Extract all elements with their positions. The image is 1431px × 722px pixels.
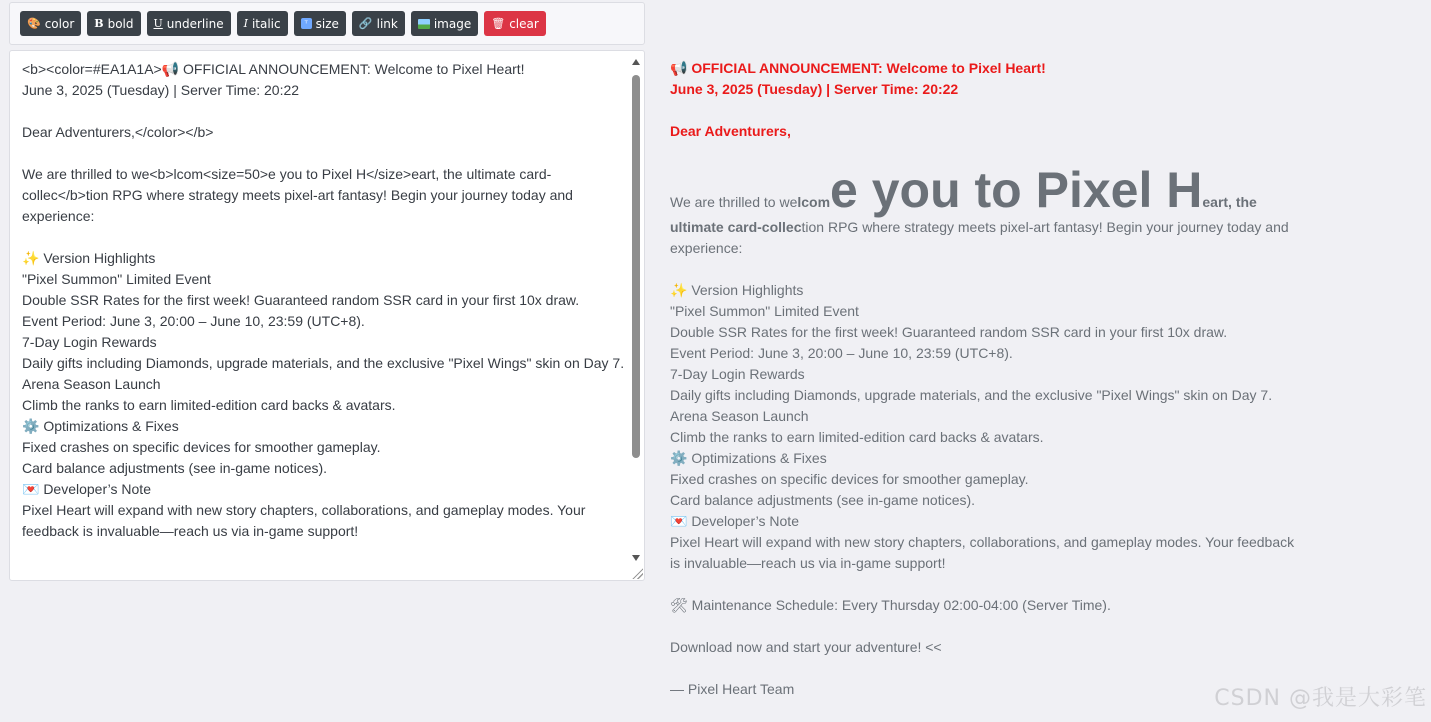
color-button[interactable] [20, 11, 81, 36]
palette-icon: 🎨 [27, 17, 41, 30]
preview-line: ⚙️ Optimizations & Fixes [670, 450, 827, 466]
bold-icon: B [94, 17, 104, 30]
editor-textarea[interactable]: <b><color=#EA1A1A>📢 OFFICIAL ANNOUNCEMENT: Welcome to Pixel Heart! June 3, 2025 (Tuesday) | Server Time: 20:22 Dear Adventurers,</color></b> We are thrilled to we<b>lcom<size=50>e you to Pixel H</size>eart, the ultimate card-collec</b>tion RPG where strategy meets pixel-art fantasy! Begin your journey today and experience: ✨ Version Highlights "Pixel Summon" Limited Event Double SSR Rates for the first week! Guaranteed random SSR card in your first 10x draw. Event Period: June 3, 20:00 – June 10, 23:59 (UTC+8). 7-Day Login Rewards Daily gifts including Diamonds, upgrade materials, and the exclusive "Pixel Wings" skin on Day 7. Arena Season Launch Climb the ranks to earn limited-edition card backs & avatars. ⚙️ Optimizations & Fixes Fixed crashes on specific devices for smoother gameplay. Card balance adjustments (see in-game notices). 💌 Developer’s Note Pixel Heart will expand with new story chapters, collaborations, and gameplay modes. Your feedback is invaluable—reach us via in-game support! [22, 61, 625, 539]
preview-line: Download now and start your adventure! << [670, 639, 942, 655]
intro-bold-line2: ultimate card-collec [670, 219, 802, 235]
intro-plain-start: We are thrilled to we [670, 194, 798, 210]
trash-icon: 🗑 [491, 17, 506, 30]
intro-bold-after: eart, the [1202, 194, 1257, 210]
greeting: Dear Adventurers, [670, 123, 791, 139]
link-button-label: link [376, 16, 398, 31]
preview-line: Daily gifts including Diamonds, upgrade materials, and the exclusive "Pixel Wings" skin on Day 7. [670, 387, 1273, 403]
preview-line: Arena Season Launch [670, 408, 809, 424]
preview-line [670, 658, 1320, 679]
preview-line: 🛠 Maintenance Schedule: Every Thursday 02:00-04:00 (Server Time). [670, 597, 1111, 613]
preview-line [670, 574, 1320, 595]
preview-line [670, 616, 1320, 637]
italic-button-label: italic [251, 16, 281, 31]
scroll-up-arrow-icon[interactable] [632, 59, 640, 65]
blank-line [670, 100, 1320, 121]
announcement-heading: 📢 OFFICIAL ANNOUNCEMENT: Welcome to Pixel Heart! [670, 60, 1046, 76]
scroll-down-arrow-icon[interactable] [632, 555, 640, 561]
size-icon: ᵀ [301, 18, 312, 29]
scroll-thumb[interactable] [632, 75, 640, 458]
intro-big-text: e you to Pixel H [830, 162, 1203, 218]
intro-bold-small: lcom [797, 194, 831, 210]
markup-editor[interactable] [9, 50, 645, 581]
intro-plain-end: tion RPG where strategy meets pixel-art fantasy! Begin your journey today and [801, 219, 1289, 235]
preview-line: "Pixel Summon" Limited Event [670, 303, 859, 319]
watermark: CSDN @我是大彩笔 [1214, 686, 1427, 711]
image-button-label: image [433, 16, 472, 31]
preview-line: Pixel Heart will expand with new story chapters, collaborations, and gameplay modes. Your feedback [670, 534, 1295, 550]
link-button[interactable] [352, 11, 405, 36]
preview-line: Fixed crashes on specific devices for smoother gameplay. [670, 471, 1029, 487]
resize-handle[interactable] [631, 567, 643, 579]
editor-scrollbar[interactable] [631, 57, 641, 561]
preview-line: ✨ Version Highlights [670, 282, 804, 298]
intro-line-3: experience: [670, 240, 743, 256]
color-button-label: color [44, 16, 75, 31]
size-button-label: size [315, 16, 339, 31]
bold-button[interactable] [87, 11, 140, 36]
underline-icon: U [153, 17, 163, 30]
preview-line: is invaluable—reach us via in-game support! [670, 555, 946, 571]
intro-line-1 [670, 163, 1320, 217]
clear-button-label: clear [509, 16, 539, 31]
preview-line: Card balance adjustments (see in-game notices). [670, 492, 976, 508]
bold-button-label: bold [107, 16, 134, 31]
size-button[interactable] [294, 11, 346, 36]
preview-line: Event Period: June 3, 20:00 – June 10, 23:59 (UTC+8). [670, 345, 1013, 361]
preview-line: 7-Day Login Rewards [670, 366, 805, 382]
formatting-toolbar [9, 2, 645, 45]
preview-line: 💌 Developer’s Note [670, 513, 799, 529]
link-icon: 🔗 [358, 17, 373, 30]
preview-line: — Pixel Heart Team [670, 681, 795, 697]
italic-button[interactable] [237, 11, 288, 36]
date-line: June 3, 2025 (Tuesday) | Server Time: 20:22 [670, 81, 959, 97]
blank-line [670, 259, 1320, 280]
clear-button[interactable] [484, 11, 546, 36]
rendered-preview [670, 58, 1320, 700]
preview-line: Double SSR Rates for the first week! Guaranteed random SSR card in your first 10x draw. [670, 324, 1228, 340]
intro-line-2 [670, 217, 1320, 238]
image-icon [418, 19, 430, 29]
italic-icon: I [243, 17, 248, 30]
underline-button-label: underline [166, 16, 224, 31]
preview-line: Climb the ranks to earn limited-edition card backs & avatars. [670, 429, 1044, 445]
image-button[interactable] [411, 11, 478, 36]
underline-button[interactable] [147, 11, 231, 36]
